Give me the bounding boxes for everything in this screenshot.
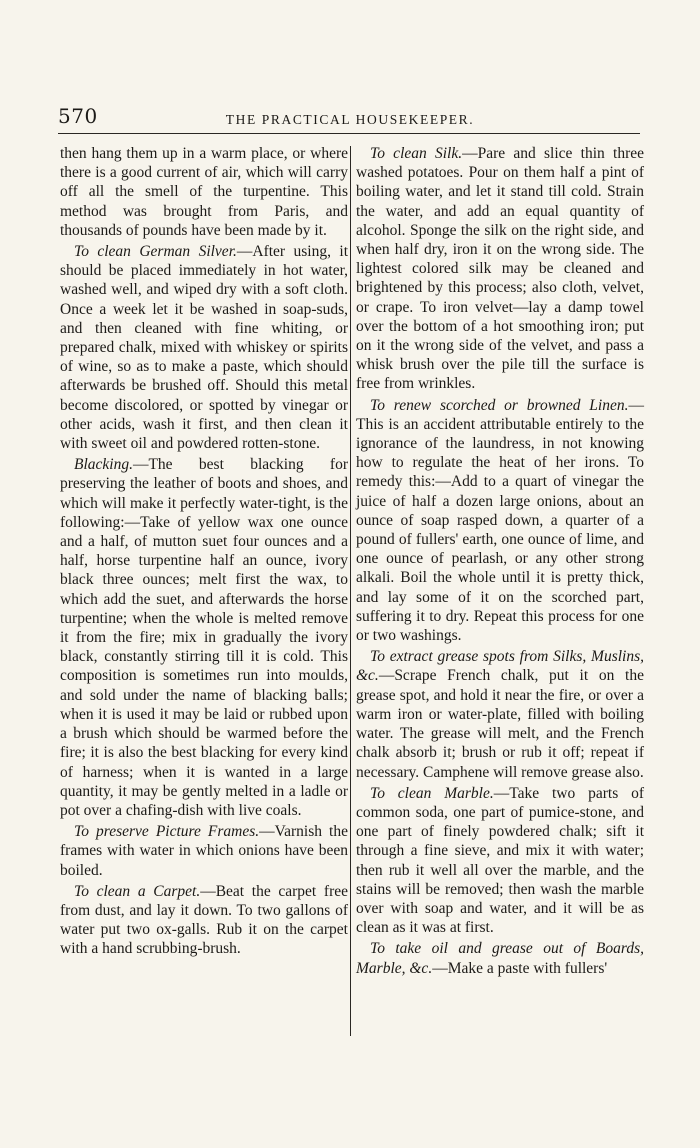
paragraph	[60, 242, 348, 453]
paragraph	[356, 784, 644, 938]
paragraph	[356, 939, 644, 977]
paragraph-title: To preserve Picture Frames.	[74, 823, 260, 841]
paragraph-title: To clean German Silver.	[74, 243, 237, 261]
paragraph-body: —Pare and slice thin three washed potatoes. Pour on them half a pint of boiling water, and let it stand till cold. Strain the water, and add an equal quantity of alcohol. Sponge the silk on the right side, and when half dry, iron it on the wrong side. The lightest colored silk may be cleaned and brightened by this process; also cloth, velvet, or crape. To iron velvet—lay a damp towel over the bottom of a hot smoothing iron; put on it the wrong side of the velvet, and pass a whisk brush over the pile till the surface is free from wrinkles.	[356, 145, 644, 393]
paragraph-title: To take oil and grease out of Boards, Marble, &c.	[356, 940, 644, 977]
paragraph-body: —Make a paste with fullers'	[432, 959, 608, 977]
right-column	[356, 144, 644, 980]
paragraph-body: —Take two parts of common soda, one part of pumice-stone, and one part of finely powdered chalk; sift it through a fine sieve, and mix it with water; then rub it well all over the marble, and the stains will be removed; then wash the marble over with soap and water, and it will be as clean as it was at first.	[356, 784, 644, 937]
paragraph	[60, 455, 348, 820]
paragraph-title: To clean a Carpet.	[74, 882, 201, 900]
page-number: 570	[58, 104, 98, 128]
paragraph	[356, 144, 644, 394]
paragraph-title: To clean Marble.	[370, 784, 494, 802]
column-divider	[350, 146, 351, 1036]
paragraph-body: —This is an accident attributable entirely to the ignorance of the laundress, in not knowing how to regulate the heat of her irons. To remedy this:—Add to a quart of vinegar the juice of half a dozen large onions, about an ounce of soap rasped down, a quarter of a pound of fullers' earth, one ounce of lime, and one ounce of pearlash, or any other strong alkali. Boil the whole until it is pretty thick, and lay some of it on the scorched part, suffering it to dry. Repeat this process for one or two washings.	[356, 396, 644, 645]
paragraph	[356, 647, 644, 781]
paragraph	[356, 396, 644, 646]
paragraph-title: Blacking.	[74, 456, 133, 474]
left-column	[60, 144, 348, 961]
paragraph-body: —Beat the carpet free from dust, and lay it down. To two gallons of water put two ox-galls. Rub it on the carpet with a hand scrubbing-brush.	[60, 882, 348, 958]
paragraph	[60, 822, 348, 880]
running-head: THE PRACTICAL HOUSEKEEPER.	[225, 112, 475, 127]
paragraph-title: To renew scorched or browned Linen.	[370, 396, 629, 414]
paragraph-body: then hang them up in a warm place, or where there is a good current of air, which will carry off all the smell of the turpentine. This method was brought from Paris, and thousands of pounds have been made by it.	[60, 145, 348, 239]
paragraph	[60, 882, 348, 959]
paragraph-body: —The best blacking for preserving the leather of boots and shoes, and which will make it perfectly water-tight, is the following:—Take of yellow wax one ounce and a half, of mutton suet four ounces and a half, horse turpentine half an ounce, ivory black three ounces; melt first the wax, to which add the suet, and afterwards the horse turpentine; when the whole is melted remove it from the fire; mix in gradually the ivory black, constantly stirring till it is cold. This composition is sometimes run into moulds, and sold under the name of blacking balls; when it is used it may be laid or rubbed upon a brush which should be warmed before the fire; it is also the best blacking for every kind of harness; when it is wanted in a large quantity, it may be gently melted in a ladle or pot over a chafing-dish with live coals.	[60, 456, 348, 819]
paragraph-body: —Scrape French chalk, put it on the grease spot, and hold it near the fire, or over a warm iron or water-plate, filled with boiling water. The grease will melt, and the French chalk absorb it; brush or rub it off; repeat if necessary. Camphene will remove grease also.	[356, 667, 644, 781]
header-rule	[58, 133, 640, 134]
paragraph-title: To extract grease spots from Silks, Muslins, &c.	[356, 648, 644, 685]
paragraph-title: To clean Silk.	[370, 145, 463, 162]
paragraph	[60, 144, 348, 240]
paragraph-body: —Varnish the frames with water in which onions have been boiled.	[60, 823, 348, 879]
paragraph-body: —After using, it should be placed immediately in hot water, washed well, and wiped dry with a soft cloth. Once a week let it be washed in soap-suds, and then cleaned with fine whiting, or prepared chalk, mixed with whiskey or spirits of wine, so as to make a paste, which should afterwards be brushed off. Should this metal become discolored, or spotted by vinegar or other acids, wash it first, and then clean it with sweet oil and powdered rotten-stone.	[60, 243, 349, 453]
